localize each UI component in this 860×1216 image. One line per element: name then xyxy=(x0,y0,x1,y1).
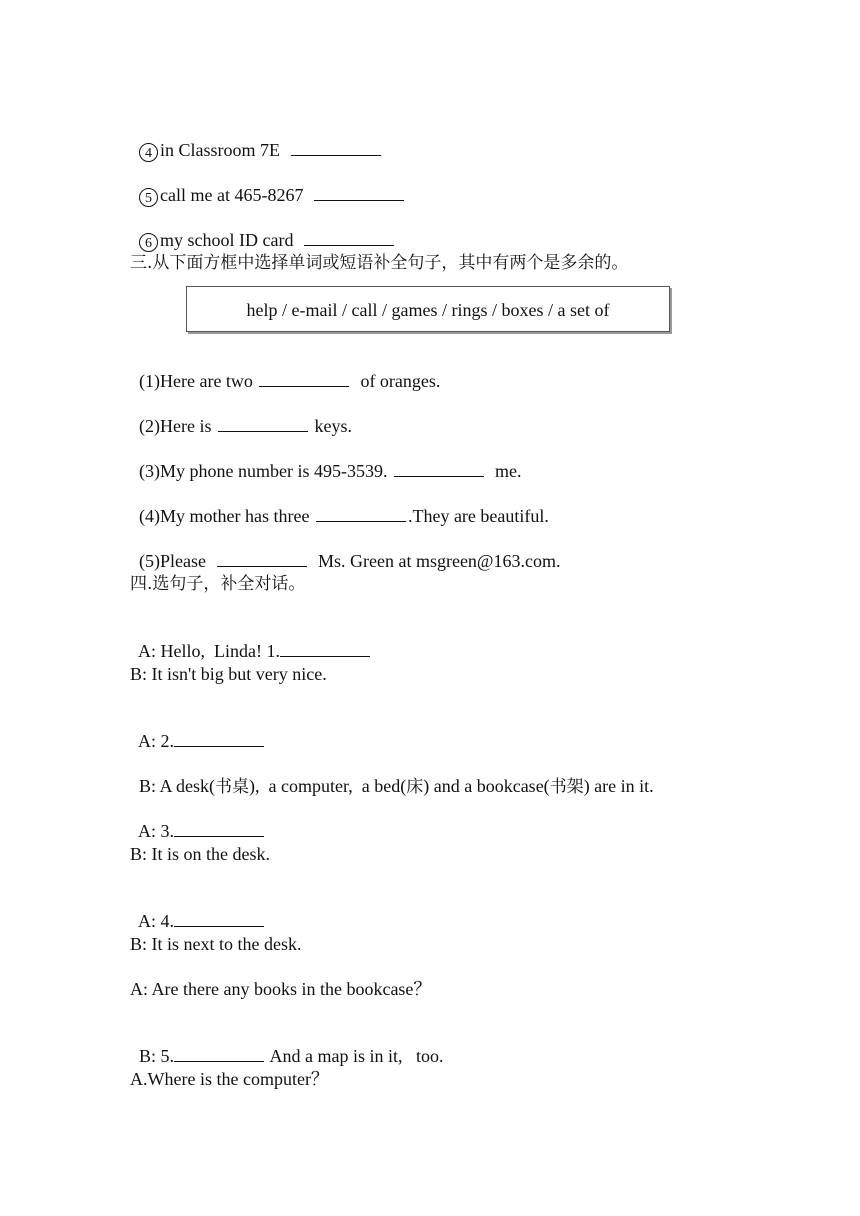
answer-blank[interactable] xyxy=(174,820,264,837)
sentence-suffix: keys. xyxy=(314,416,352,436)
section-3-title: 三.从下面方框中选择单词或短语补全句子，其中有两个是多余的。 xyxy=(130,253,629,273)
sentence-suffix: Ms. Green at msgreen@163.com. xyxy=(313,551,561,571)
dialogue-text: A: 3. xyxy=(138,821,175,841)
sentence-1 xyxy=(130,348,440,392)
answer-blank[interactable] xyxy=(218,415,308,432)
answer-blank[interactable] xyxy=(259,370,349,387)
answer-blank[interactable] xyxy=(280,640,370,657)
option-a: A.Where is the computer？ xyxy=(130,1069,329,1089)
circled-number-5: 5 xyxy=(139,188,158,207)
dialogue-line-8: B: It is next to the desk. xyxy=(130,934,302,954)
answer-blank[interactable] xyxy=(314,184,404,201)
dialogue-line-3 xyxy=(130,708,266,752)
matching-item-5 xyxy=(130,162,406,206)
answer-blank[interactable] xyxy=(174,1045,264,1062)
dialogue-cjk: 书架 xyxy=(549,777,584,797)
sentence-suffix: me. xyxy=(490,461,522,481)
sentence-suffix: .They are beautiful. xyxy=(407,506,549,526)
matching-item-text: in Classroom 7E xyxy=(160,140,280,160)
sentence-suffix: of oranges. xyxy=(355,371,441,391)
matching-item-text: my school ID card xyxy=(160,230,294,250)
sentence-prefix: (2)Here is xyxy=(139,416,212,436)
dialogue-line-10 xyxy=(130,1023,444,1067)
dialogue-line-5 xyxy=(130,798,266,842)
dialogue-cjk: 床 xyxy=(406,777,424,797)
dialogue-text: B: A desk( xyxy=(139,776,216,796)
matching-item-6 xyxy=(130,207,396,251)
dialogue-line-4 xyxy=(130,753,654,798)
sentence-prefix: (4)My mother has three xyxy=(139,506,310,526)
answer-blank[interactable] xyxy=(316,505,406,522)
sentence-3 xyxy=(130,438,521,482)
dialogue-line-1 xyxy=(130,618,372,662)
dialogue-line-2: B: It isn't big but very nice. xyxy=(130,664,327,684)
dialogue-text: ) are in it. xyxy=(583,776,654,796)
dialogue-cjk: 书桌 xyxy=(215,777,250,797)
dialogue-text: A: 4. xyxy=(138,911,175,931)
dialogue-text: ), a computer, a bed( xyxy=(249,776,407,796)
sentence-prefix: (1)Here are two xyxy=(139,371,253,391)
answer-blank[interactable] xyxy=(174,910,264,927)
dialogue-text: ) and a bookcase( xyxy=(423,776,550,796)
dialogue-text: A: 2. xyxy=(138,731,175,751)
dialogue-text: A: Hello, Linda! 1. xyxy=(138,641,280,661)
answer-blank[interactable] xyxy=(394,460,484,477)
sentence-prefix: (5)Please xyxy=(139,551,211,571)
section-4-title: 四.选句子，补全对话。 xyxy=(130,574,306,594)
answer-blank[interactable] xyxy=(174,730,264,747)
dialogue-text: And a map is in it, too. xyxy=(266,1046,444,1066)
answer-blank[interactable] xyxy=(217,550,307,567)
answer-blank[interactable] xyxy=(304,229,394,246)
dialogue-line-7 xyxy=(130,888,266,932)
matching-item-text: call me at 465-8267 xyxy=(160,185,304,205)
dialogue-line-6: B: It is on the desk. xyxy=(130,844,270,864)
sentence-5 xyxy=(130,528,561,572)
dialogue-line-9: A: Are there any books in the bookcase？ xyxy=(130,979,432,999)
circled-number-6: 6 xyxy=(139,233,158,252)
sentence-4 xyxy=(130,483,549,527)
sentence-2 xyxy=(130,393,352,437)
answer-blank[interactable] xyxy=(291,139,381,156)
circled-number-4: 4 xyxy=(139,143,158,162)
matching-item-4 xyxy=(130,117,383,161)
sentence-prefix: (3)My phone number is 495-3539. xyxy=(139,461,388,481)
word-box: help / e-mail / call / games / rings / boxes / a set of xyxy=(186,286,670,332)
dialogue-text: B: 5. xyxy=(139,1046,175,1066)
